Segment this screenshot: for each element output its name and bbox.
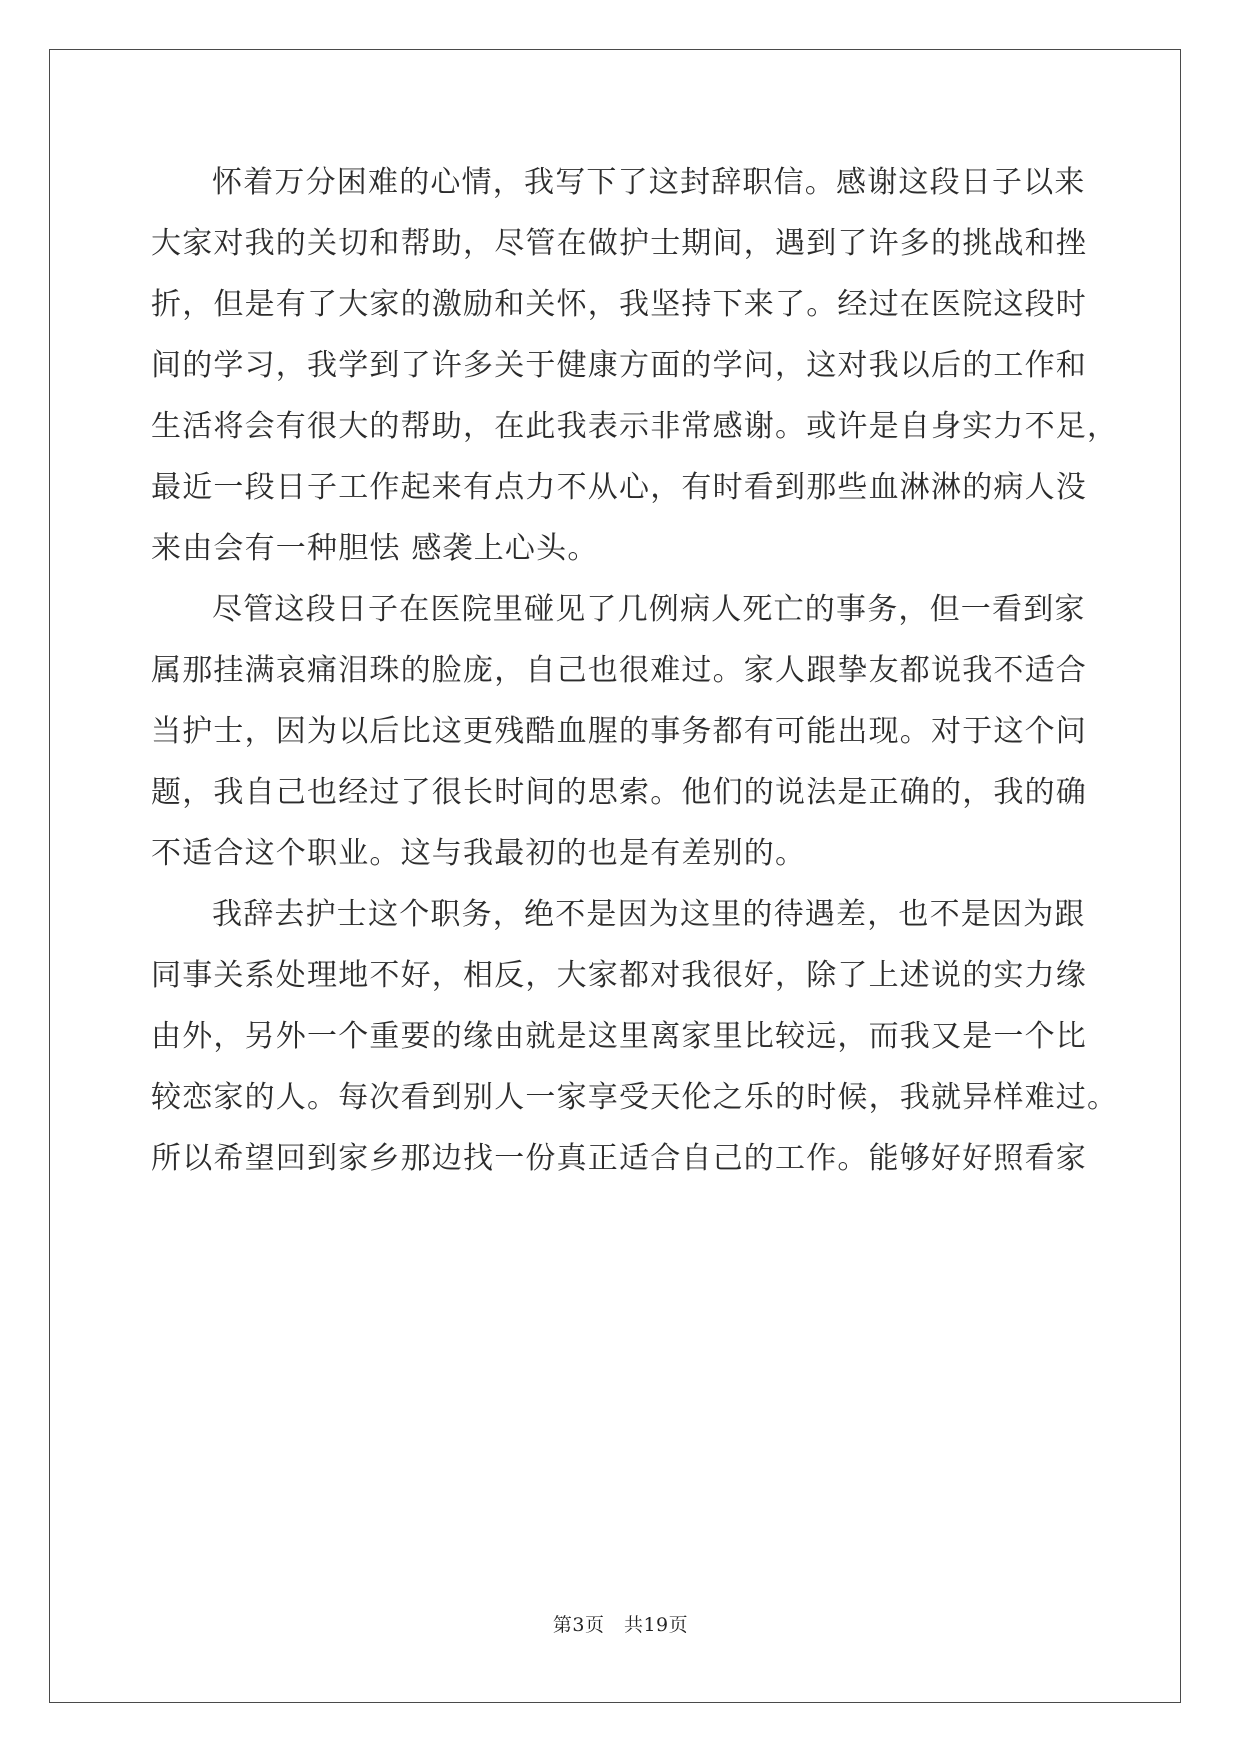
text-line: 尽管这段日子在医院里碰见了几例病人死亡的事务，但一看到家 [212, 592, 1086, 627]
text-line: 最近一段日子工作起来有点力不从心，有时看到那些血淋淋的病人没 [151, 470, 1087, 505]
page-footer [0, 1610, 1241, 1637]
text-line: 属那挂满哀痛泪珠的脸庞，自己也很难过。家人跟挚友都说我不适合 [151, 653, 1087, 688]
text-line: 间的学习，我学到了许多关于健康方面的学问，这对我以后的工作和 [151, 348, 1087, 383]
paragraph-1 [151, 152, 1119, 579]
text-line: 所以希望回到家乡那边找一份真正适合自己的工作。能够好好照看家 [151, 1141, 1087, 1176]
text-line: 较恋家的人。每次看到别人一家享受天伦之乐的时候，我就异样难过。 [151, 1080, 1119, 1115]
page-number: 第3页 共19页 [552, 1614, 689, 1636]
text-line: 当护士，因为以后比这更残酷血腥的事务都有可能出现。对于这个问 [151, 714, 1087, 749]
text-line: 怀着万分困难的心情，我写下了这封辞职信。感谢这段日子以来 [212, 165, 1086, 200]
text-line: 由外，另外一个重要的缘由就是这里离家里比较远，而我又是一个比 [151, 1019, 1087, 1054]
document-body [151, 152, 1119, 1189]
paragraph-2 [151, 579, 1091, 884]
text-line: 大家对我的关切和帮助，尽管在做护士期间，遇到了许多的挑战和挫 [151, 226, 1087, 261]
text-line: 折，但是有了大家的激励和关怀，我坚持下来了。经过在医院这段时 [151, 287, 1087, 322]
text-line: 来由会有一种胆怯 感袭上心头。 [151, 531, 599, 566]
text-line: 题，我自己也经过了很长时间的思索。他们的说法是正确的，我的确 [151, 775, 1087, 810]
text-line: 不适合这个职业。这与我最初的也是有差别的。 [151, 836, 807, 871]
text-line: 我辞去护士这个职务，绝不是因为这里的待遇差，也不是因为跟 [212, 897, 1086, 932]
paragraph-3 [151, 884, 1119, 1189]
text-line: 同事关系处理地不好，相反，大家都对我很好，除了上述说的实力缘 [151, 958, 1087, 993]
text-line: 生活将会有很大的帮助，在此我表示非常感谢。或许是自身实力不足， [151, 409, 1119, 444]
